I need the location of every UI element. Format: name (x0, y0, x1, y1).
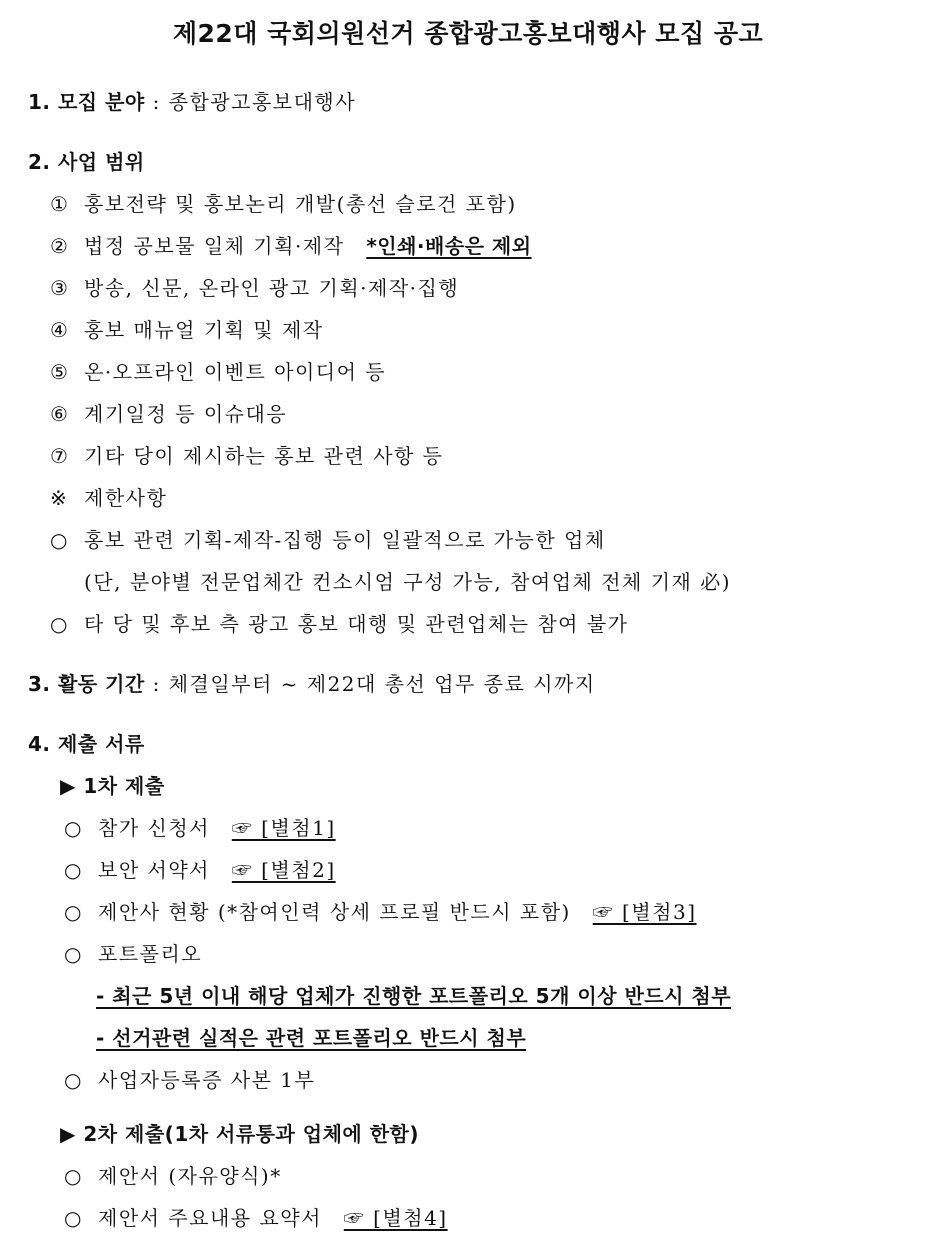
section-3-heading: 3. 활동 기간 (28, 672, 145, 696)
restriction-item (50, 608, 628, 637)
bullet-circle-icon: ○ (64, 858, 83, 882)
document-item (64, 812, 336, 841)
section-1 (28, 86, 356, 115)
bullet-circle-icon: ○ (64, 1164, 83, 1188)
second-submission-label (60, 1118, 419, 1147)
scope-item-note: *인쇄·배송은 제외 (366, 234, 532, 258)
scope-item-text: 계기일정 등 이슈대응 (84, 402, 288, 426)
scope-item-number: ⑥ (50, 402, 70, 426)
first-submission-text: ▶ 1차 제출 (60, 774, 165, 798)
document-item (64, 896, 697, 925)
page-title: 제22대 국회의원선거 종합광고홍보대행사 모집 공고 (172, 19, 764, 48)
document-text: 제안사 현황 (*참여인력 상세 프로필 반드시 포함) (98, 900, 571, 924)
document-item (64, 938, 202, 967)
portfolio-requirement (96, 980, 731, 1009)
document-text: 포트폴리오 (98, 942, 203, 966)
portfolio-requirement-text: - 선거관련 실적은 관련 포트폴리오 반드시 첨부 (96, 1026, 527, 1050)
bullet-circle-icon: ○ (64, 1068, 83, 1092)
attachment-reference: ☞ [별첨1] (231, 816, 336, 840)
reference-mark-icon: ※ (50, 486, 69, 510)
scope-item-number: ② (50, 234, 70, 258)
attachment-reference: ☞ [별첨4] (343, 1206, 448, 1230)
scope-item-text: 법정 공보물 일체 기획·제작 (84, 234, 345, 258)
scope-item (50, 356, 386, 385)
portfolio-requirement (96, 1022, 526, 1051)
section-3-sep: : (144, 672, 169, 696)
scope-item (50, 398, 287, 427)
section-1-heading: 1. 모집 분야 (28, 90, 145, 114)
attachment-reference: ☞ [별첨3] (592, 900, 697, 924)
scope-item-number: ⑦ (50, 444, 70, 468)
scope-item-text: 기타 당이 제시하는 홍보 관련 사항 등 (84, 444, 444, 468)
bullet-circle-icon: ○ (64, 942, 83, 966)
second-submission-text: ▶ 2차 제출(1차 서류통과 업체에 한함) (60, 1122, 419, 1146)
attachment-reference: ☞ [별첨2] (231, 858, 336, 882)
scope-item-text: 홍보 매뉴얼 기획 및 제작 (84, 318, 324, 342)
section-2-heading (28, 146, 145, 175)
scope-item (50, 440, 443, 469)
first-submission-label (60, 770, 165, 799)
document-item (64, 1064, 315, 1093)
document-item (64, 1202, 448, 1231)
bullet-circle-icon: ○ (64, 816, 83, 840)
scope-item-text: 홍보전략 및 홍보논리 개발(총선 슬로건 포함) (84, 192, 517, 216)
section-1-sep: : (144, 90, 169, 114)
restriction-note-text: (단, 분야별 전문업체간 컨소시엄 구성 가능, 참여업체 전체 기재 必) (84, 570, 732, 594)
restriction-item (50, 524, 606, 553)
document-item (64, 1160, 282, 1189)
section-3-value: 체결일부터 ~ 제22대 총선 업무 종료 시까지 (168, 672, 596, 696)
restriction-text: 홍보 관련 기획-제작-집행 등이 일괄적으로 가능한 업체 (84, 528, 606, 552)
section-2-heading-text: 2. 사업 범위 (28, 150, 145, 174)
restriction-label: 제한사항 (84, 486, 168, 510)
bullet-circle-icon: ○ (50, 612, 69, 636)
restriction-text: 타 당 및 후보 측 광고 홍보 대행 및 관련업체는 참여 불가 (84, 612, 629, 636)
section-4-heading-text: 4. 제출 서류 (28, 732, 145, 756)
scope-item (50, 188, 517, 217)
document-text: 제안서 (자유양식)* (98, 1164, 282, 1188)
scope-item (50, 272, 459, 301)
scope-item-number: ④ (50, 318, 70, 342)
portfolio-requirement-text: - 최근 5년 이내 해당 업체가 진행한 포트폴리오 5개 이상 반드시 첨부 (96, 984, 732, 1008)
document-text: 제안서 주요내용 요약서 (98, 1206, 322, 1230)
bullet-circle-icon: ○ (64, 1206, 83, 1230)
section-3 (28, 668, 596, 697)
section-4-heading (28, 728, 145, 757)
restriction-heading (50, 482, 167, 511)
scope-item-text: 방송, 신문, 온라인 광고 기획·제작·집행 (84, 276, 460, 300)
bullet-circle-icon: ○ (64, 900, 83, 924)
document-text: 참가 신청서 (98, 816, 210, 840)
scope-item-number: ① (50, 192, 70, 216)
scope-item-text: 온·오프라인 이벤트 아이디어 등 (84, 360, 387, 384)
scope-item-number: ③ (50, 276, 70, 300)
restriction-note (84, 566, 731, 595)
document-text: 사업자등록증 사본 1부 (98, 1068, 316, 1092)
scope-item-number: ⑤ (50, 360, 70, 384)
document-item (64, 854, 336, 883)
bullet-circle-icon: ○ (50, 528, 69, 552)
scope-item (50, 230, 532, 259)
scope-item (50, 314, 324, 343)
section-1-value: 종합광고홍보대행사 (168, 90, 357, 114)
document-text: 보안 서약서 (98, 858, 210, 882)
